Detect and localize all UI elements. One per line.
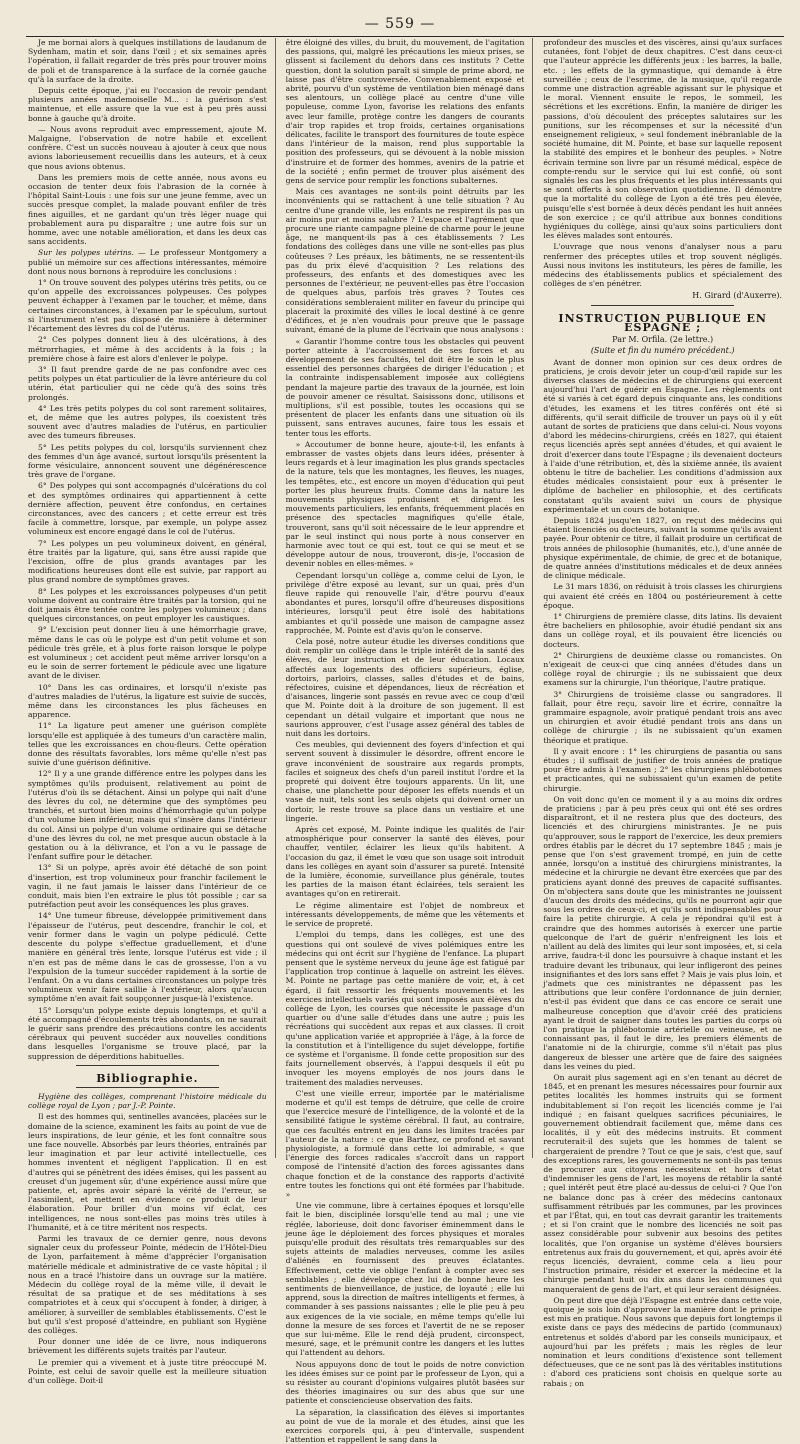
paragraph: Le régime alimentaire est l'objet de nombreux et intéressants développements, de même que les vêtements et le service de propreté. <box>285 900 525 929</box>
paragraph: Une vie commune, libre à certaines époques et lorsqu'elle fait le bien, disciplinée lorsqu'elle tend au mal ; une vie réglée, laborieuse, doit donc favoriser éminemment dans le jeune âge le déploiement des forces physiques et morales puisqu'elle produit des résultats très remarquables sur des sujets atteints de maladies nerveuses, comme les asiles d'aliénés en fournissent des preuves éclatantes. Effectivement, cette vie oblige l'enfant à compter avec ses semblables ; elle développe chez lui de bonne heure les sentiments de bienveillance, de justice, de loyauté ; elle lui apprend, sous la direction de maîtres intelligents et fermes, à commander à ses passions naissantes ; elle le plie peu à peu aux exigences de la vie sociale, en même temps qu'elle lui donne la mesure de ses forces et l'avertit de ne se reposer que sur lui-même. Elle le rend déjà prudent, circonspect, mesuré, sage, et le prémunit contre les dangers et les luttes qui l'attendent au dehors. <box>285 1201 525 1358</box>
paragraph: 11° La ligature peut amener une guérison complète lorsqu'elle est appliquée à des tumeurs d'un caractère malin, telles que les excroissances en chou-fleurs. Cette opération donne des résultats favorables, lors même qu'elle n'est pas suivie d'une guérison définitive. <box>28 721 267 768</box>
paragraph: Cependant lorsqu'un collège a, comme celui de Lyon, le privilège d'être exposé au levant, sur un quai, près d'un fleuve rapide qui renouvelle l'air, d'être pourvu d'eaux abondantes et pures, lorsqu'il offre d'heureuses dispositions intérieures, lorsqu'il peut être isolé des habitations ambiantes et qu'il possède une maison de campagne assez rapprochée, M. Pointe est d'avis qu'on le conserve. <box>285 570 525 635</box>
paragraph: Le premier qui a vivement et à juste titre préoccupé M. Pointe, est celui de savoir quelle est la meilleure situation d'un collège. Doit-il <box>28 1357 267 1386</box>
paragraph: Nous appuyons donc de tout le poids de notre conviction les idées émises sur ce point par le professeur de Lyon, qui a su résister au courant d'opinions vulgaires plutôt basées sur des théories imaginaires ou sur des abus que sur une patiente et consciencieuse observation des faits. <box>285 1359 525 1406</box>
paragraph: Parmi les travaux de ce dernier genre, nous devons signaler ceux du professeur Pointe, médecin de l'Hôtel-Dieu de Lyon, parfaitement à même d'apprécier l'organisation matérielle médicale et administrative de ce vaste hôpital ; il nous en a tracé l'histoire dans un ouvrage sur la matière. Médecin du collège royal de la même ville, il devait le résultat de sa pratique et de ses méditations à ses compatriotes et à ceux qui s'occupent à fonder, à diriger, à améliorer, à surveiller de semblables établissements. C'est le but qu'il s'est proposé d'atteindre, en publiant son Hygiène des collèges. <box>28 1233 267 1336</box>
paragraph: On voit donc qu'en ce moment il y a au moins dix ordres de praticiens ; par à peu près ceux qui ont été ses ordres disparaîtront, et il ne restera plus que des docteurs, des licenciés et des chirurgiens ministrantes. Je ne puis qu'approuver, sous le rapport de l'exercice, les deux premiers ordres établis par le décret du 17 septembre 1845 ; mais je pense que l'on s'est gravement trompé, en juin de cette année, lorsqu'on a institué des chirurgiens ministrantes, la médecine et la chirurgie ne devant être exercées que par des praticiens ayant donné des preuves de capacité suffisantes. On m'objectera sans doute que les ministrantes ne jouissent d'aucun des droits des médecins, qu'ils ne pourront agir que sous les ordres de ceux-ci, et qu'ils sont indispensables pour faire la petite chirurgie. A cela je répondrai qu'il est à craindre que des hommes autorisés à exercer une partie quelconque de l'art de guérir n'enfreignent les lois et n'aillent au delà des limites qui leur sont imposées, et, si cela arrive, faudra-t-il donc les poursuivre à chaque instant et les traduire devant les tribunaux, qui leur infligeront des peines insignifiantes et des lors sans effet ? Mais je vais plus loin, et j'admets que ces ministrantes ne dépassent pas les attributions que leur confère l'ordonnance de juin dernier, n'est-il pas évident que dans ce cas encore ce serait une malheureuse conception que d'avoir créé des praticiens ayant le droit de saigner dans toutes les parties du corps où l'on pratique la phlébotomie artérielle ou veineuse, et ne connaissant pas, il faut le dire, les premiers éléments de l'anatomie ni de la chirurgie, comme s'il n'était pas plus dangereux de blesser une artère que de faire des saignées dans les veines du pied. <box>543 794 783 1071</box>
paragraph: Depuis 1824 jusqu'en 1827, on reçut des médecins qui étaient licenciés ou docteurs, suivant la somme qu'ils avaient payée. Pour obtenir ce titre, il fallait produire un certificat de trois années de philosophie (humanités, etc.), d'une année de physique expérimentale, de chimie, de grec et de botanique, de quatre années d'institutions médicales et de deux années de clinique médicale. <box>543 515 783 581</box>
paragraph: Il est des hommes qui, sentinelles avancées, placées sur le domaine de la science, examinent les faits au point de vue de leurs inspirations, de leur génie, et les font connaître sous une face nouvelle. Absorbés par leurs théories, entraînés par leur imagination et par leur activité intellectuelle, ces hommes inventent et négligent l'application. Il en est d'autres qui se pénètrent des idées émises, qui les passent au creuset d'un jugement sûr, d'une expérience aussi mûre que patiente, et, après avoir séparé la vérité de l'erreur, se l'assimilent, et mettent en évidence ce produit de leur élaboration. Pour briller d'un moins vif éclat, ces intelligences, ne nous sont-elles pas moins très utiles à l'humanité, et à ce titre méritent nos respects. <box>28 1112 267 1232</box>
paragraph: 14° Une tumeur fibreuse, développée primitivement dans l'épaisseur de l'utérus, peut descendre, franchir le col, et venir former dans le vagin un polype pédiculé. Cette descente du polype s'effectue graduellement, et d'une manière en général très lente, lorsque l'utérus est vide ; il n'en est pas de même dans le cas de grossesse, l'on a vu l'expulsion de la tumeur succéder rapidement à la sortie de l'enfant. On a vu dans certaines circonstances un polype très volumineux venir faire saillie à l'extérieur, alors qu'aucun symptôme n'en avait fait soupçonner jusque-là l'existence. <box>28 911 267 1004</box>
paragraph: L'emploi du temps, dans les collèges, est une des questions qui ont soulevé de vives polémiques entre les médecins qui ont écrit sur l'hygiène de l'enfance. La plupart pensent que le système nerveux du jeune âge est fatigué par l'application trop continue à laquelle on astreint les élèves. M. Pointe ne partage pas cette manière de voir, et, à cet égard, il fait ressortir les fréquents mouvements et les exercices intellectuels variés qui sont imposés aux élèves du collège de Lyon, les courses que nécessite le passage d'un quartier ou d'une salle d'études dans une autre ; puis les récréations qui succèdent aux repas et aux classes. Il croit qu'une application variée et appropriée à l'âge, à la force de la constitution et à l'intelligence du sujet développe, fortifie ce système et l'organisme. Il fonde cette proposition sur des faits journellement observés, à l'appui desquels il eût pu invoquer les moyens employés de nos jours dans le traitement des maladies nerveuses. <box>285 930 525 1087</box>
polypes-intro: — Le professeur Montgomery a publié un mémoire sur ces affections intéressantes, mémoire dont nous nous bornons à reproduire les conclusions : <box>28 248 267 276</box>
paragraph: être éloigné des villes, du bruit, du mouvement, de l'agitation des passions, qui, malgré les précautions les mieux prises, se glissent si facilement du dehors dans ces instituts ? Cette question, dont la solution paraît si simple de prime abord, ne laisse pas d'être controversée. Convenablement exposé et abrité, pourvu d'un système de ventilation bien ménagé dans ses alentours, un collège placé au centre d'une ville populeuse, comme Lyon, favorise les relations des enfants avec leur famille, protège contre les dangers de courants d'air trop rapides et trop froids, certaines organisations délicates, facilite le transport des fournitures de toute espèce dans l'intérieur de la maison, rend plus supportable la position des professeurs, qui se dévouent à la noble mission d'instruire et de former des hommes, avenirs de la patrie et de la société ; enfin permet de trouver plus aisément des gens de service pour remplir les fonctions subalternes. <box>285 38 525 186</box>
paragraph: L'ouvrage que nous venons d'analyser nous a paru renfermer des préceptes utiles et trop souvent négligés. Aussi nous invitons les instituteurs, les pères de famille, les médecins des établissements publics et spécialement des collèges de s'en pénétrer. <box>543 242 783 289</box>
paragraph: 4° Les très petits polypes du col sont rarement solitaires, et, de même que les autres polypes, ils coexistent très souvent avec d'autres maladies de l'utérus, en particulier avec des tumeurs fibreuses. <box>28 403 267 441</box>
polypes-paragraph <box>28 248 267 276</box>
paragraph: — Nous avons reproduit avec empressement, ajoute M. Malgaigne, l'observation de notre habile et excellent confrère. C'est un succès nouveau à ajouter à ceux que nous avions laborieusement recueillis dans les auteurs, et à ceux que nous avions obtenus. <box>28 124 267 171</box>
column-2 <box>285 38 534 1444</box>
paragraph: 5° Les petits polypes du col, lorsqu'ils surviennent chez des femmes d'un âge avancé, surtout lorsqu'ils présentent la forme vésiculaire, annoncent souvent une dégénérescence très grave de l'organe. <box>28 442 267 480</box>
paragraph: Pour donner une idée de ce livre, nous indiquerons brièvement les différents sujets traités par l'auteur. <box>28 1337 267 1356</box>
paragraph: Cela posé, notre auteur étudie les diverses conditions que doit remplir un collège dans le triple intérêt de la santé des élèves, de leur instruction et de leur éducation. Locaux affectés aux logements des officiers supérieurs, église, dortoirs, parloirs, classes, salles d'études et de bains, réfectoires, cuisine et dépendances, lieux de récréation et d'aisances, lingerie sont passés en revue avec ce coup d'œil que M. Pointe doit à la droiture de son jugement. Il est cependant un détail vulgaire et important que nous ne saurions approuver, c'est l'usage assez général des tables de nuit dans les dortoirs. <box>285 637 525 739</box>
section-divider <box>76 1087 219 1088</box>
column-3 <box>543 38 783 1388</box>
paragraph: Ces meubles, qui deviennent des foyers d'infection et qui servent souvent à dissimuler le désordre, offrent encore le grave inconvénient de soustraire aux regards prompts, faciles et soigneux des chefs d'un pareil institut l'ordre et la propreté qui doivent être toujours apparents. Un lit, une chaise, une planchette pour déposer les effets nuends et un vase de nuit, tels sont les seuls objets qui doivent orner un dortoir, le reste trouve sa place dans un vestiaire et une lingerie. <box>285 740 525 823</box>
paragraph: 2° Chirurgiens de deuxième classe ou romancistes. On n'exigeait de ceux-ci que cinq années d'études dans un collège royal de chirurgie ; ils ne subissaient que deux examens sur la chirurgie, l'un théorique, l'autre pratique. <box>543 650 783 688</box>
paragraph: 10° Dans les cas ordinaires, et lorsqu'il n'existe pas d'autres maladies de l'utérus, la ligature est suivie de succès, même dans les circonstances les plus fâcheuses en apparence. <box>28 682 267 720</box>
paragraph: 3° Chirurgiens de troisième classe ou sangradores. Il fallait, pour être reçu, savoir lire et écrire, connaître la grammaire espagnole, avoir pratiqué pendant trois ans avec un chirurgien et avoir étudié pendant trois ans dans un collège de chirurgie ; ils ne subissaient qu'un examen théorique et pratique. <box>543 689 783 745</box>
author-signature: H. Girard (d'Auxerre). <box>692 291 783 301</box>
paragraph: Je me bornai alors à quelques instillations de laudanum de Sydenham, matin et soir, dans l'œil ; et six semaines après l'opération, il fallait regarder de très près pour trouver moins de poli et de transparence à la surface de la cornée gauche qu'à la surface de la droite. <box>28 38 267 84</box>
paragraph: 8° Les polypes et les excroissances polypeuses d'un petit volume doivent au contraire être traités par la torsion, qui ne doit jamais être tentée contre les polypes volumineux ; dans quelques circonstances, on peut employer les caustiques. <box>28 586 267 624</box>
polypes-title: Sur les polypes utérins. <box>38 248 134 258</box>
paragraph: 2° Ces polypes donnent lieu à des ulcérations, à des métrorrhagies, et même à des accidents à la fois ; la première chose à faire est alors d'enlever le polype. <box>28 335 267 363</box>
instruction-continuation: (Suite et fin du numéro précédent.) <box>590 346 735 356</box>
paragraph: 15° Lorsqu'un polype existe depuis longtemps, et qu'il a été accompagné d'écoulements très abondants, on ne saurait le guérir sans prendre des précautions contre les accidents cérébraux qui peuvent succéder aux nouvelles conditions dans lesquelles l'organisme se trouve placé, par la suppression de déperditions habituelles. <box>28 1005 267 1061</box>
page-number: — 559 — <box>364 16 436 32</box>
paragraph: 13° Si un polype, après avoir été détaché de son point d'insertion, est trop volumineux pour franchir facilement le vagin, il ne faut jamais le laisser dans l'intérieur de ce conduit, mais bien l'en extraire le plus tôt possible ; car sa putréfaction peut avoir les conséquences les plus graves. <box>28 863 267 910</box>
instruction-author: Par M. Orfila. (2e lettre.) <box>612 335 714 345</box>
column-1 <box>28 38 276 1386</box>
book-title: Hygiène des collèges, comprenant l'histoire médicale du collège royal de Lyon ; par J.-P. Pointe. <box>28 1091 267 1111</box>
paragraph: Le 31 mars 1836, on réduisit à trois classes les chirurgiens qui avaient été créés en 1804 ou postérieurement à cette époque. <box>543 582 783 610</box>
paragraph: La séparation, la classification des élèves si importantes au point de vue de la morale et des études, ainsi que les exercices corporels qui, à peu d'intervalle, suspendent l'attention et rappellent le sang dans la <box>285 1407 525 1444</box>
paragraph: C'est une vieille erreur, importée par le matérialisme moderne et qu'il est temps de détruire, que celle de croire que l'exercice mesuré de l'intelligence, de la volonté et de la sensibilité fatigue le système cérébral. Il faut, au contraire, que ces facultés entrent en jeu dans les limites tracées par l'auteur de la nature : ce que Barthez, ce profond et savant physiologiste, a formulé dans cette loi admirable, « que l'énergie des forces radicales s'accroît dans un rapport composé de l'intensité d'action des forces agissantes dans chaque fonction et de la constance des rapports d'activité entre toutes les fonctions qui ont été formées par l'habitude. » <box>285 1088 525 1199</box>
paragraph: On peut dire que déjà l'Espagne est entrée dans cette voie, quoique je sois loin d'approuver la manière dont le principe est mis en pratique. Nous savons que depuis fort longtemps il existe dans ce pays des médecins de partido (communaux) entretenus et soldés d'abord par les conseils municipaux, et aujourd'hui par les préfets ; mais les règles de leur nomination et leurs conditions d'existence sont tellement défectueuses, que ce ne sont pas là des véritables institutions : d'abord ces praticiens sont choisis en quelque sorte au rabais ; on <box>543 1295 783 1388</box>
section-divider <box>591 305 734 306</box>
paragraph: 1° Chirurgiens de première classe, dits latins. Ils devaient être bacheliers en philosophie, avoir étudié pendant six ans dans un collège royal, et ils pouvaient être licenciés ou docteurs. <box>543 611 783 649</box>
paragraph: 7° Les polypes un peu volumineux doivent, en général, être traités par la ligature, qui, sans être aussi rapide que l'excision, offre de plus grands avantages par les modifications heureuses dont elle est suivie, par rapport au plus grand nombre de symptômes graves. <box>28 538 267 585</box>
paragraph: profondeur des muscles et des viscères, ainsi qu'aux surfaces cutanées, font l'objet de deux chapitres. C'est dans ceux-ci que l'auteur apprécie les différents jeux : les barres, la balle, etc. ; les effets de la gymnastique, qui demande à être surveillée ; ceux de l'escrime, de la musique, qu'il regarde comme une distraction agréable agissant sur le physique et le moral. Viennent ensuite le repos, le sommeil, les sécrétions et les excrétions. Enfin, la manière de diriger les passions, d'où découlent des préceptes salutaires sur les punitions, sur les récompenses et sur la nécessité d'un enseignement religieux, » seul fondement inébranlable de la société humaine, dit M. Pointe, et base sur laquelle reposent la stabilité des empires et le bonheur des peuples. » Notre écrivain termine son livre par un résumé médical, espèce de compte-rendu sur le service qui lui est confié, où sont signalés les cas les plus fréquents et les plus intéressants qui se sont offerts à son observation quotidienne. Il démontre que la mortalité du collège de Lyon a été très peu élevée, puisqu'elle s'est bornée à deux décès pendant les huit années de son exercice ; ce qu'il attribue aux bonnes conditions hygiéniques du collège, ainsi qu'aux soins particuliers dont les élèves malades sont entourés. <box>543 38 783 241</box>
paragraph: « Garantir l'homme contre tous les obstacles qui peuvent porter atteinte à l'accroissement de ses forces et au développement de ses facultés, tel doit être le soin le plus essentiel des personnes chargées de diriger l'éducation ; et la contrainte indispensablement imposée aux collégiens pendant la majeure partie des travaux de la journée, est loin de pouvoir amener ce résultat. Saisissons donc, utilisons et multiplions, s'il est possible, toutes les occasions qui se présentent de placer les enfants dans une situation où ils puissent, sans entraves aucunes, faire tous les essais et tenter tous les efforts. <box>285 336 525 438</box>
section-divider <box>76 1065 219 1066</box>
paragraph: On aurait plus sagement agi en s'en tenant au décret de 1845, et en prenant les mesures nécessaires pour fournir aux petites localités les hommes instruits qui se forment indubitablement si l'on reçoit les licenciés comme je l'ai indiqué ; en faisant quelques sacrifices pécuniaires, le gouvernement obtiendrait facilement que, même dans ces localités, il y eût des médecins instruits. Et comment recruterait-il des sujets que les hommes de talent se chargeraient de prendre ? Tout ce que je sais, c'est que, sauf des exceptions rares, les gouvernements ne sont-ils pas tenus de procurer aux citoyens nécessiteux et hors d'état d'indemniser les gens de l'art, les moyens de rétablir la santé ; quel intérêt peut être placé au-dessus de celui-ci ? Que l'on ne balance donc pas à créer des médecins cantonaux suffisamment rétribués par les communes, par les provinces et par l'État, qui, en tout cas devrait garantir les traitements ; et si l'on craint que le nombre des licenciés ne soit pas assez considérable pour subvenir aux besoins des petites localités, que l'on organise un système d'élèves boursiers entretenus aux frais du gouvernement, et qui, après avoir été reçus licenciés, devraient, comme cela a lieu pour l'instruction primaire, résider et exercer la médecine et la chirurgie pendant huit ou dix ans dans les communes qui manqueraient de gens de l'art, et qui leur seraient désignées. <box>543 1072 783 1294</box>
paragraph: 3° Il faut prendre garde de ne pas confondre avec ces petits polypes un état particulier de la lèvre antérieure du col utérin, état particulier qui ne cède qu'à des soins très prolongés. <box>28 364 267 402</box>
paragraph: Dans les premiers mois de cette année, nous avons eu occasion de tenter deux fois l'abrasion de la cornée à l'hôpital Saint-Louis : une fois sur une jeune femme, avec un succès presque complet, la malade pouvant enfiler de très fines aiguilles, et ne gardant qu'un très léger nuage qui probablement aura pu disparaître ; une autre fois sur un homme, avec une notable amélioration, et dans les deux cas sans accidents. <box>28 172 267 247</box>
paragraph: 12° Il y a une grande différence entre les polypes dans les symptômes qu'ils produisent, relativement au point de l'utérus d'où ils se détachent. Ainsi un polype qui naît d'une des lèvres du col, ne détermine que des symptômes peu tranchés, et surtout bien moins d'hémorrhagie qu'un polype d'un volume bien inférieur, mais qui s'insère dans l'intérieur du col. Ainsi un polype d'un volume ordinaire qui se détache d'une des lèvres du col, ne met presque aucun obstacle à la gestation ou à la délivrance, et l'on a vu le passage de l'enfant suffire pour le détacher. <box>28 769 267 862</box>
paragraph: Il y avait encore : 1° les chirurgiens de pasantia ou sans études ; il suffisait de justifier de trois années de pratique pour être admis à l'examen ; 2° les chirurgiens phlébotomes et practicantes, qui ne subissaient qu'un examen de petite chirurgie. <box>543 746 783 793</box>
paragraph: 1° On trouve souvent des polypes utérins très petits, ou ce qu'on appelle des excroissances polypeuses. Ces polypes peuvent échapper à l'examen par le toucher, et même, dans certaines circonstances, à l'examen par le spéculum, surtout si l'instrument n'est pas disposé de manière à déterminer l'écartement des lèvres du col de l'utérus. <box>28 278 267 334</box>
header-rule <box>26 36 784 37</box>
paragraph: Depuis cette époque, j'ai eu l'occasion de revoir pendant plusieurs années mademoiselle M... : la guérison s'est maintenue, et elle assure que la vue est à peu près aussi bonne à gauche qu'à droite. <box>28 86 267 123</box>
paragraph: Avant de donner mon opinion sur ces deux ordres de praticiens, je crois devoir jeter un coup-d'œil rapide sur les diverses classes de médecins et de chirurgiens qui exercent aujourd'hui l'art de guérir en Espagne. Les règlements ont été si variés à cet égard depuis cinquante ans, les conditions d'études, les examens et les titres conférés ont été si différents, qu'il serait difficile de trouver un pays où il y eût autant de sortes de praticiens que dans celui-ci. Nous voyons d'abord les médecins-chirurgiens, créés en 1827, qui étaient reçus licenciés après sept années d'études, et qui avaient le droit d'exercer dans toute l'Espagne ; ils devenaient docteurs à l'aide d'une rétribution, et, dès la sixième année, ils avaient obtenu le titre de bachelier. Les conditions d'admission aux études médicales consistaient pour eux à présenter le diplôme de bachelier en philosophie, et des certificats constatant qu'ils avaient suivi un cours de physique expérimentale et un cours de botanique. <box>543 357 783 514</box>
columns <box>28 38 783 1444</box>
bibliographie-heading: Bibliographie. <box>96 1071 199 1085</box>
paragraph: Après cet exposé, M. Pointe indique les qualités de l'air atmosphérique pour conserver la santé des élèves, pour chauffer, ventiler, éclairer les lieux qu'ils habitent. A l'occasion du gaz, il émet le vœu que son usage soit introduit dans les collèges en ayant soin d'assurer sa pureté. Intensité de la lumière, économie, surveillance plus générale, toutes les parties de la maison étant éclairées, tels seraient les avantages qu'on en retirerait. <box>285 825 525 899</box>
paragraph: 6° Des polypes qui sont accompagnés d'ulcérations du col et des symptômes ordinaires qui appartiennent à cette dernière affection, peuvent être confondus, en certaines circonstances, avec des cancers ; et cette erreur est très facile à commettre, lorsque, par exemple, un polype assez volumineux est encore engagé dans le col de l'utérus. <box>28 481 267 537</box>
paragraph: Mais ces avantages ne sont-ils point détruits par les inconvénients qui se rattachent à une telle situation ? Au centre d'une grande ville, les enfants ne respirent ils pas un air moins pur et moins salubre ? L'espace et l'agrément que procure une riante campagne pleine de charme pour le jeune âge, ne manquent-ils pas à ces établissements ? Les fondations des collèges dans une ville ne sont-elles pas plus coûteuses ? Les préaux, les bâtiments, ne se ressentent-ils pas du prix élevé d'acquisition ? Les relations des professeurs, des enfants et des domestiques avec les personnes de l'extérieur, ne peuvent-elles pas être l'occasion de quelques abus, parfois très graves ? Toutes ces considérations sembleraient militer en faveur du principe qui placerait la proximité des villes le local destiné à ce genre d'édifices, et je n'en voudrais pour preuve que le passage suivant, émané de la plume de l'écrivain que nous analysons : <box>285 187 525 335</box>
instruction-heading: INSTRUCTION PUBLIQUE EN ESPAGNE ; <box>558 311 767 334</box>
paragraph: 9° L'excision peut donner lieu à une hémorrhagie grave, même dans le cas où le polype est d'un petit volume et son pédicule très grêle, et à plus forte raison lorsque le polype est volumineux ; cet accident peut même arriver lorsqu'on a eu le soin de serrer fortement le pédicule avec une ligature avant de le diviser. <box>28 625 267 681</box>
paragraph: » Accoutumer de bonne heure, ajoute-t-il, les enfants à embrasser de vastes objets dans leurs idées, présenter à leurs regards et à leur imagination les plus grands spectacles de la nature, tels que les montagnes, les fleuves, les nuages, les tempêtes, etc., est encore un moyen d'éducation qui peut porter les plus heureux fruits. Comme dans la nature les mouvements physiques produisent et dirigent les mouvements particuliers, les enfants, fréquemment placés en présence des spectacles magnifiques qu'elle étale, trouveront, sans qu'il soit nécessaire de le leur apprendre et par le seul instinct qui nous porte à nous conserver en harmonie avec tout ce qui est, tout ce qui se meut et se développe autour de nous, trouveront, dis-je, l'occasion de devenir nobles en elles-mêmes. » <box>285 439 525 569</box>
